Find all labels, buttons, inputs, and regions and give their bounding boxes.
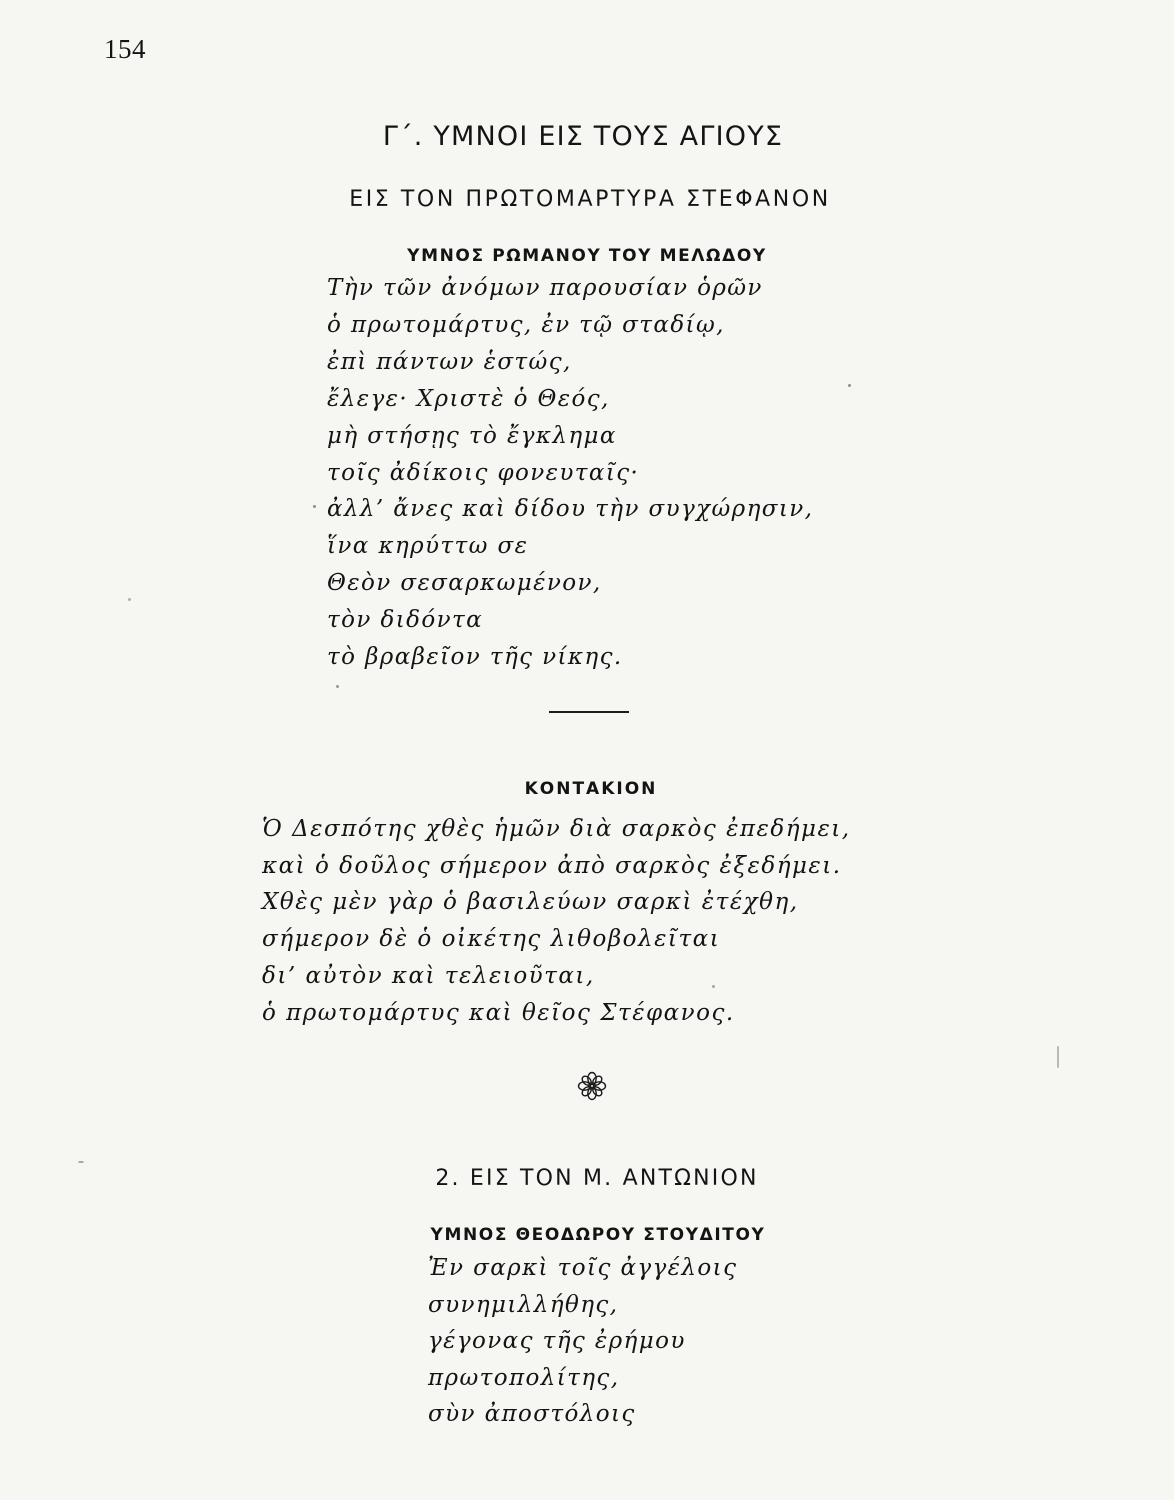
verse-line: καὶ ὁ δοῦλος σήμερον ἀπὸ σαρκὸς ἐξεδήμει. [262, 852, 842, 879]
print-speck [848, 384, 851, 387]
theodore-hymn-verse [428, 1250, 737, 1433]
verse-line: σήμερον δὲ ὁ οἰκέτης λιθοβολεῖται [262, 926, 721, 953]
verse-line: Θεὸν σεσαρκωμένον, [327, 570, 602, 597]
verse-line: σὺν ἀποστόλοις [428, 1401, 636, 1427]
flower-ornament-icon [576, 1070, 608, 1102]
verse-line: Ὁ Δεσπότης χθὲς ἡμῶν διὰ σαρκὸς ἐπεδήμει, [262, 816, 851, 842]
verse-line: ἔλεγε· Χριστὲ ὁ Θεός, [327, 385, 610, 412]
print-speck [128, 598, 131, 601]
verse-line: τὸν διδόντα [327, 607, 484, 634]
print-speck [712, 985, 715, 988]
theodore-hymn-heading: ΥΜΝΟΣ ΘΕΟΔΩΡΟΥ ΣΤΟΥΔΙΤΟΥ [430, 1225, 766, 1245]
print-speck [78, 1161, 84, 1163]
kontakion-heading: ΚΟΝΤΑΚΙΟΝ [524, 779, 658, 799]
section-heading: Γ΄. ΥΜΝΟΙ ΕΙΣ ΤΟΥΣ ΑΓΙΟΥΣ [382, 121, 784, 153]
verse-line: ὁ πρωτομάρτυς, ἐν τῷ σταδίῳ, [327, 311, 725, 338]
section-separator [549, 711, 629, 713]
saint-stephen-heading: ΕΙΣ ΤΟΝ ΠΡΩΤΟΜΑΡΤΥΡΑ ΣΤΕΦΑΝΟΝ [349, 187, 831, 213]
print-speck [1057, 1046, 1059, 1068]
kontakion-verse [262, 811, 851, 1031]
verse-line: Τὴν τῶν ἀνόμων παρουσίαν ὁρῶν [327, 275, 763, 301]
verse-line: Ἐν σαρκὶ τοῖς ἀγγέλοις [428, 1255, 738, 1281]
saint-antony-heading: 2. ΕΙΣ ΤΟΝ Μ. ΑΝΤΩΝΙΟΝ [435, 1166, 759, 1192]
verse-line: ὁ πρωτομάρτυς καὶ θεῖος Στέφανος. [262, 999, 735, 1026]
verse-line: ἀλλ’ ἄνες καὶ δίδου τὴν συγχώρησιν, [327, 496, 814, 523]
verse-line: πρωτοπολίτης, [428, 1364, 620, 1391]
verse-line: ἐπὶ πάντων ἑστώς, [327, 348, 572, 375]
verse-line: τοῖς ἀδίκοις φονευταῖς· [327, 459, 640, 486]
verse-line: γέγονας τῆς ἐρήμου [428, 1328, 686, 1354]
verse-line: ἵνα κηρύττω σε [327, 533, 529, 560]
verse-line: δι’ αὐτὸν καὶ τελειοῦται, [262, 962, 595, 989]
romanos-hymn-verse [327, 270, 813, 676]
verse-line: συνημιλλήθης, [428, 1291, 619, 1318]
verse-line: Χθὲς μὲν γὰρ ὁ βασιλεύων σαρκὶ ἐτέχθη, [262, 889, 799, 916]
verse-line: μὴ στήσῃς τὸ ἔγκλημα [327, 422, 617, 449]
print-speck [336, 685, 339, 688]
print-speck [313, 505, 316, 508]
page-number: 154 [104, 34, 146, 64]
verse-line: τὸ βραβεῖον τῆς νίκης. [327, 644, 623, 671]
romanos-hymn-heading: ΥΜΝΟΣ ΡΩΜΑΝΟΥ ΤΟΥ ΜΕΛΩΔΟΥ [407, 246, 767, 266]
